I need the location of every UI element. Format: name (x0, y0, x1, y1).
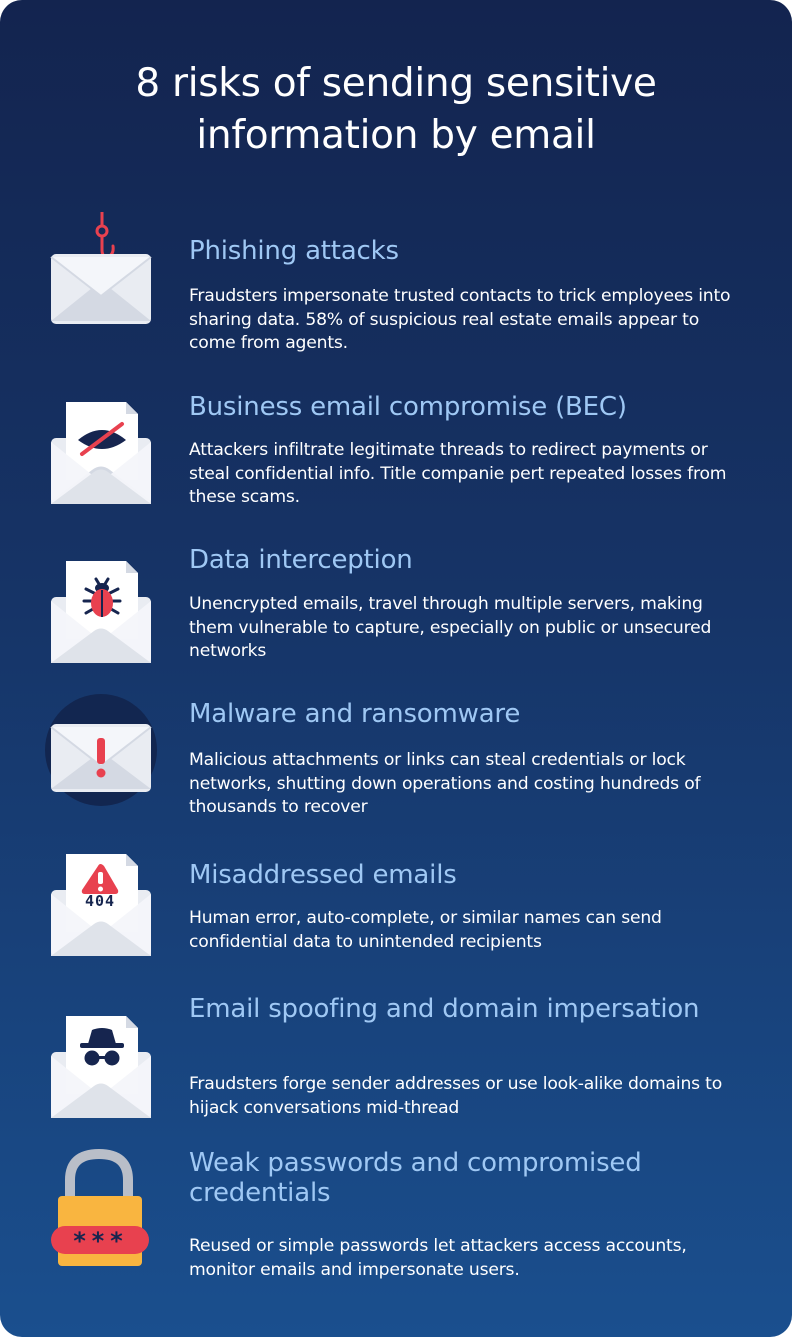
bug-envelope-icon (48, 559, 156, 665)
phishing-hook-envelope-icon (48, 210, 156, 326)
error-404-envelope-icon (48, 852, 156, 958)
risk-heading: Email spoofing and domain impersation (189, 994, 700, 1024)
password-mask-label: *** (72, 1227, 128, 1255)
risk-description: Attackers infiltrate legitimate threads to redirect payments or steal confidential info. Title companie pert repeated losses from these scams. (189, 440, 727, 507)
risk-description: Reused or simple passwords let attackers access accounts, monitor emails and impersonate users. (189, 1236, 687, 1280)
page-title: 8 risks of sending sensitive information by email (135, 61, 657, 158)
risk-description: Unencrypted emails, travel through multiple servers, making them vulnerable to capture, especially on public or unsecured networks (189, 594, 712, 661)
padlock-password-icon (48, 1150, 156, 1270)
risk-heading: Data interception (189, 545, 413, 575)
risk-description: Fraudsters impersonate trusted contacts to trick employees into sharing data. 58% of suspicious real estate emails appear to come from agents. (189, 286, 731, 353)
spy-envelope-icon (48, 1014, 156, 1120)
error-code-label: 404 (84, 892, 116, 910)
risk-heading: Business email compromise (BEC) (189, 392, 627, 422)
alert-envelope-icon (48, 694, 156, 806)
risk-description: Malicious attachments or links can steal credentials or lock networks, shutting down operations and costing hundreds of thousands to recover (189, 750, 701, 817)
risk-description: Fraudsters forge sender addresses or use look-alike domains to hijack conversations mid-thread (189, 1074, 723, 1118)
risk-heading: Malware and ransomware (189, 699, 521, 729)
risk-heading: Weak passwords and compromised credentials (189, 1148, 642, 1208)
risk-heading: Phishing attacks (189, 236, 399, 266)
risk-description: Human error, auto-complete, or similar names can send confidential data to unintended recipients (189, 908, 662, 952)
risk-heading: Misaddressed emails (189, 860, 457, 890)
hidden-eye-envelope-icon (48, 400, 156, 506)
